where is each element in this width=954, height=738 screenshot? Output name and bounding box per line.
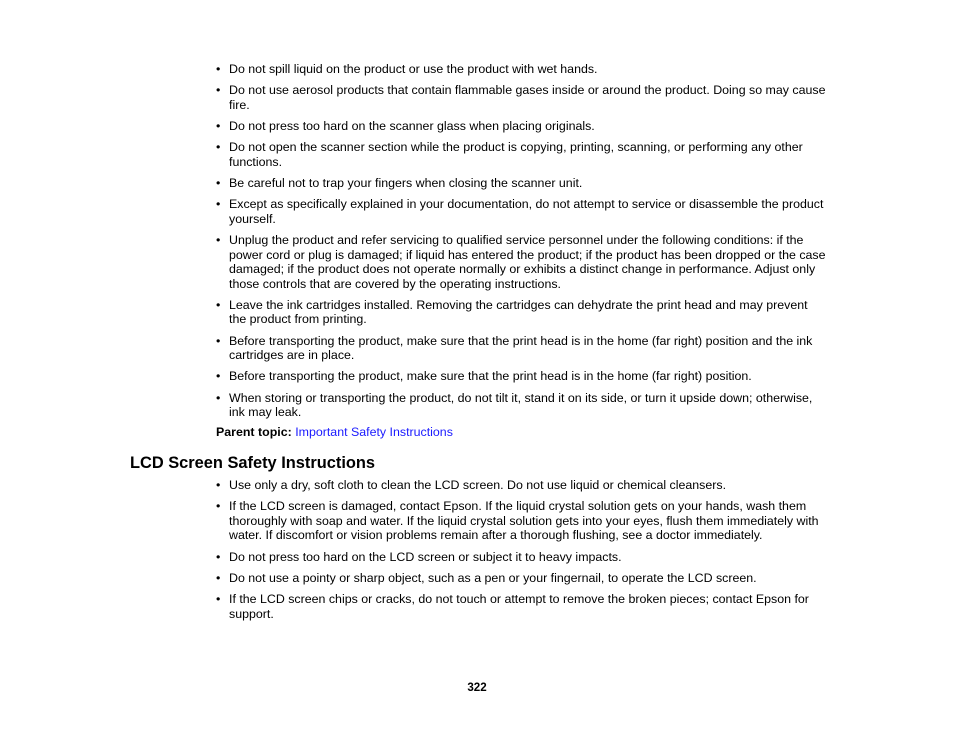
bullet-icon: • <box>216 390 221 405</box>
list-item-text: Do not spill liquid on the product or use the product with wet hands. <box>229 62 598 76</box>
bullet-icon: • <box>216 570 221 585</box>
list-item-text: Before transporting the product, make sure that the print head is in the home (far right) position and the ink cartridges are in place. <box>229 333 813 363</box>
list-item <box>216 62 828 77</box>
bullet-icon: • <box>216 118 221 133</box>
list-item <box>216 140 828 169</box>
list-item <box>216 550 828 565</box>
bullet-icon: • <box>216 499 221 514</box>
bullet-icon: • <box>216 333 221 348</box>
bullet-icon: • <box>216 591 221 606</box>
list-item <box>216 83 828 112</box>
parent-topic <box>216 425 453 440</box>
list-item-text: When storing or transporting the product, do not tilt it, stand it on its side, or turn it upside down; otherwise, ink may leak. <box>229 390 813 420</box>
list-item-text: Do not press too hard on the LCD screen or subject it to heavy impacts. <box>229 549 622 564</box>
bullet-icon: • <box>216 197 221 212</box>
list-item-text: Leave the ink cartridges installed. Removing the cartridges can dehydrate the print head and may prevent the product from printing. <box>229 297 808 327</box>
bullet-icon: • <box>216 175 221 190</box>
bullet-icon: • <box>216 232 221 247</box>
bullet-icon: • <box>216 478 221 492</box>
list-item <box>216 571 828 586</box>
list-item <box>216 391 828 420</box>
lcd-safety-bullet-list <box>216 478 828 628</box>
bullet-icon: • <box>216 62 221 76</box>
list-item <box>216 478 828 493</box>
bullet-icon: • <box>216 297 221 312</box>
page-number: 322 <box>467 681 487 694</box>
list-item <box>216 592 828 621</box>
list-item-text: Use only a dry, soft cloth to clean the LCD screen. Do not use liquid or chemical cleansers. <box>229 478 727 492</box>
list-item <box>216 298 828 327</box>
parent-topic-label: Parent topic: <box>216 425 292 439</box>
safety-bullet-list <box>216 62 828 426</box>
list-item-text: Except as specifically explained in your documentation, do not attempt to service or disassemble the product yourself. <box>229 197 824 226</box>
list-item <box>216 233 828 291</box>
list-item <box>216 334 828 363</box>
list-item-text: If the LCD screen chips or cracks, do not touch or attempt to remove the broken pieces; contact Epson for support. <box>229 591 809 621</box>
list-item <box>216 176 828 191</box>
bullet-icon: • <box>216 549 221 564</box>
list-item-text: Do not use a pointy or sharp object, such as a pen or your fingernail, to operate the LCD screen. <box>229 570 757 585</box>
list-item <box>216 499 828 543</box>
list-item <box>216 119 828 134</box>
list-item-text: Do not use aerosol products that contain flammable gases inside or around the product. Doing so may cause fire. <box>229 83 826 112</box>
list-item-text: Be careful not to trap your fingers when closing the scanner unit. <box>229 175 583 190</box>
list-item-text: Do not press too hard on the scanner glass when placing originals. <box>229 118 595 133</box>
list-item-text: Do not open the scanner section while the product is copying, printing, scanning, or performing any other functions. <box>229 140 803 169</box>
list-item <box>216 369 828 384</box>
list-item-text: Before transporting the product, make sure that the print head is in the home (far right) position. <box>229 369 752 384</box>
list-item <box>216 197 828 226</box>
parent-topic-link[interactable]: Important Safety Instructions <box>295 425 453 439</box>
bullet-icon: • <box>216 140 221 155</box>
list-item-text: Unplug the product and refer servicing to qualified service personnel under the following conditions: if the power cord or plug is damaged; if liquid has entered the product; if the product has been dropped or the case damaged; if the product does not operate normally or exhibits a distinct change in performance. Adjust only those controls that are covered by the operating instructions. <box>229 232 826 291</box>
list-item-text: If the LCD screen is damaged, contact Epson. If the liquid crystal solution gets on your hands, wash them thoroughly with soap and water. If the liquid crystal solution gets into your eyes, flush them immediately with water. If discomfort or vision problems remain after a thorough flushing, see a doctor immediately. <box>229 499 819 543</box>
bullet-icon: • <box>216 369 221 384</box>
bullet-icon: • <box>216 83 221 98</box>
section-heading: LCD Screen Safety Instructions <box>130 454 376 472</box>
